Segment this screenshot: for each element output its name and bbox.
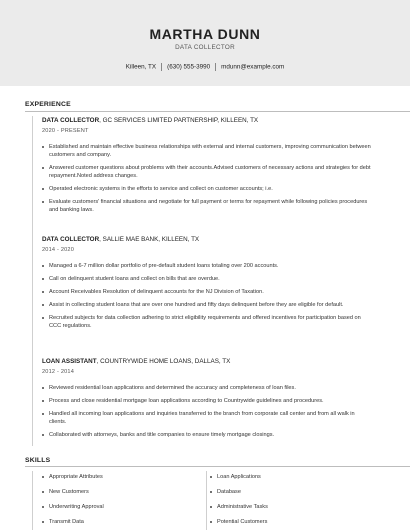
job-company: , GC SERVICES LIMITED PARTNERSHIP, KILLEEN, TX bbox=[99, 117, 259, 124]
job-bullet: Evaluate customers' financial situations and negotiate for full payment or terms for repayment while following policies procedures and banking laws. bbox=[42, 198, 372, 214]
experience-heading: EXPERIENCE bbox=[25, 101, 71, 108]
candidate-title: DATA COLLECTOR bbox=[175, 44, 235, 51]
skill-item: Appropriate Attributes bbox=[42, 473, 192, 481]
job-title: LOAN ASSISTANT bbox=[42, 358, 97, 365]
job-bullet: Established and maintain effective business relationships with external and internal customers, improving communication between customers and company. bbox=[42, 143, 372, 159]
skills-divider bbox=[25, 466, 410, 467]
job-heading bbox=[42, 357, 372, 366]
skills-left-rule bbox=[32, 471, 33, 530]
job-bullet: Account Receivables Resolution of delinquent accounts for the NJ Division of Taxation. bbox=[42, 288, 372, 296]
job-bullet: Operated electronic systems in the efforts to service and collect on customer accounts; i.e. bbox=[42, 185, 372, 193]
contact-email: mdunn@example.com bbox=[221, 63, 285, 71]
contact-divider bbox=[215, 63, 216, 71]
contact-line bbox=[0, 63, 410, 71]
job-dates: 2012 - 2014 bbox=[42, 369, 75, 375]
job-bullet: Handled all incoming loan applications and inquiries transferred to the branch from corporate call center and from all walk in clients. bbox=[42, 410, 372, 426]
skills-right-rule bbox=[206, 471, 207, 530]
job-bullet: Collaborated with attorneys, banks and title companies to ensure timely mortgage closings. bbox=[42, 431, 372, 439]
job-bullets bbox=[42, 262, 372, 330]
job-company: , COUNTRYWIDE HOME LOANS, DALLAS, TX bbox=[96, 358, 231, 365]
contact-location: Killeen, TX bbox=[125, 63, 157, 71]
candidate-name: MARTHA DUNN bbox=[149, 26, 261, 42]
skill-item: Loan Applications bbox=[210, 473, 360, 481]
job-bullet: Call on delinquent student loans and collect on bills that are overdue. bbox=[42, 275, 372, 283]
skill-item: Potential Customers bbox=[210, 518, 360, 526]
job-bullet: Process and close residential mortgage loan applications according to Countrywide guidelines and procedures. bbox=[42, 397, 372, 405]
job-bullets bbox=[42, 143, 372, 214]
skills-heading: SKILLS bbox=[25, 457, 51, 464]
skill-item: Database bbox=[210, 488, 360, 496]
contact-divider bbox=[161, 63, 162, 71]
job-bullet: Answered customer questions about problems with their accounts.Advised customers of necessary actions and strategies for debt repayment.Noted address changes. bbox=[42, 164, 372, 180]
skill-item: Underwriting Approval bbox=[42, 503, 192, 511]
job-bullet: Assist in collecting student loans that are over one hundred and fifty days delinquent before they are eligible for default. bbox=[42, 301, 372, 309]
skills-list-right bbox=[210, 473, 360, 530]
skill-item: Transmit Data bbox=[42, 518, 192, 526]
experience-timeline bbox=[32, 116, 33, 446]
job-title: DATA COLLECTOR bbox=[42, 117, 100, 124]
skill-item: Administrative Tasks bbox=[210, 503, 360, 511]
job-entry bbox=[42, 235, 372, 335]
job-heading bbox=[42, 235, 372, 244]
job-dates: 2014 - 2020 bbox=[42, 247, 75, 253]
job-company: , SALLIE MAE BANK, KILLEEN, TX bbox=[99, 236, 200, 243]
resume-header bbox=[0, 0, 410, 86]
contact-phone: (630) 555-3990 bbox=[167, 63, 211, 71]
skill-item: New Customers bbox=[42, 488, 192, 496]
job-entry bbox=[42, 357, 372, 444]
job-heading bbox=[42, 116, 372, 125]
experience-divider bbox=[25, 111, 410, 112]
job-entry bbox=[42, 116, 372, 219]
job-bullets bbox=[42, 384, 372, 439]
job-bullet: Reviewed residential loan applications and determined the accuracy and completeness of loan files. bbox=[42, 384, 372, 392]
skills-list-left bbox=[42, 473, 192, 530]
job-dates: 2020 - PRESENT bbox=[42, 128, 89, 134]
job-title: DATA COLLECTOR bbox=[42, 236, 100, 243]
job-bullet: Recruited subjects for data collection adhering to strict eligibility requirements and offered incentives for participation based on CCC regulations. bbox=[42, 314, 372, 330]
job-bullet: Managed a 6-7 million dollar portfolio of pre-default student loans totaling over 200 accounts. bbox=[42, 262, 372, 270]
